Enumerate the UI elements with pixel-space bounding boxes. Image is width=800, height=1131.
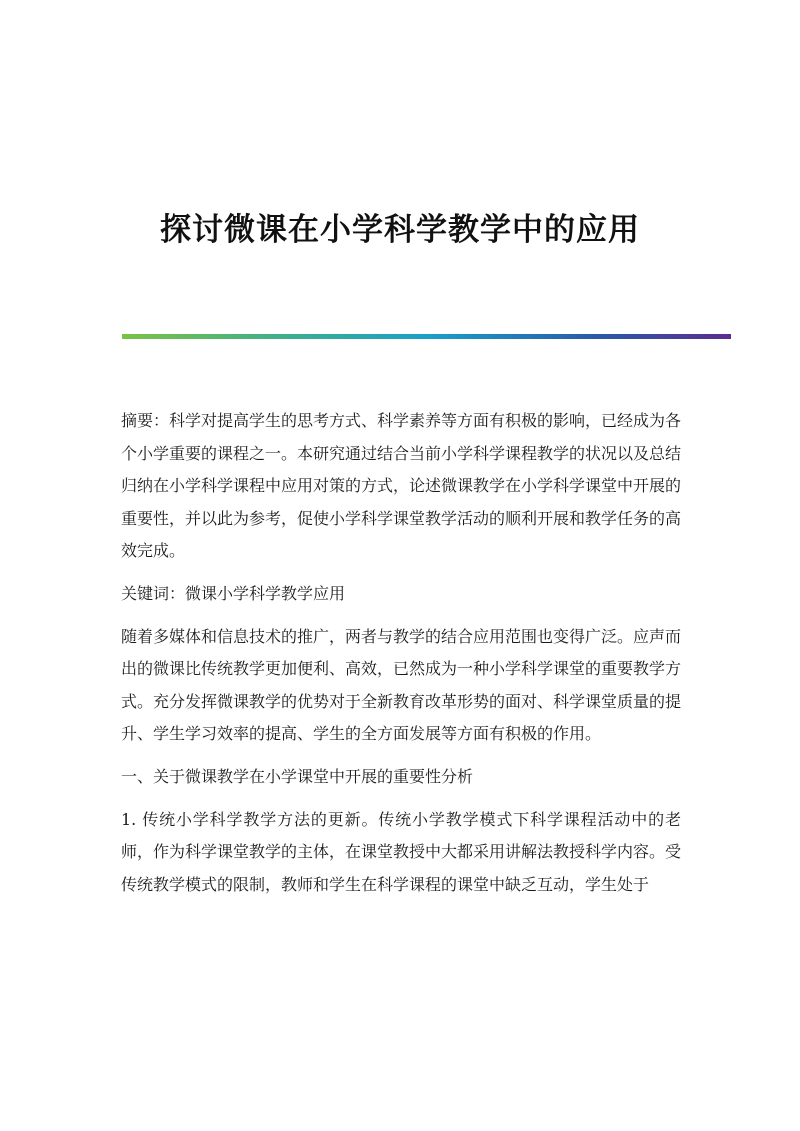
page-title: 探讨微课在小学科学教学中的应用 <box>160 211 640 248</box>
title-divider <box>122 334 731 339</box>
section-heading: 一、关于微课教学在小学课堂中开展的重要性分析 <box>121 766 474 786</box>
intro-paragraph: 随着多媒体和信息技术的推广，两者与教学的结合应用范围也变得广泛。应声而出的微课比传统教学更加便利、高效，已然成为一种小学科学课堂的重要教学方式。充分发挥微课教学的优势对于全新教育改革形势的面对、科学课堂质量的提升、学生学习效率的提高、学生的全方面发展等方面有积极的作用。 <box>121 626 682 744</box>
body-paragraph: 1. 传统小学科学教学方法的更新。传统小学教学模式下科学课程活动中的老师，作为科学课堂教学的主体，在课堂教授中大都采用讲解法教授科学内容。受传统教学模式的限制，教师和学生在科学课程的课堂中缺乏互动，学生处于 <box>121 809 682 894</box>
document-body <box>121 405 681 901</box>
keywords-paragraph: 关键词：微课小学科学教学应用 <box>121 583 346 603</box>
abstract-paragraph: 摘要：科学对提高学生的思考方式、科学素养等方面有积极的影响，已经成为各个小学重要的课程之一。本研究通过结合当前小学科学课程教学的状况以及总结归纳在小学科学课程中应用对策的方式，论述微课教学在小学科学课堂中开展的重要性，并以此为参考，促使小学科学课堂教学活动的顺利开展和教学任务的高效完成。 <box>121 411 682 561</box>
